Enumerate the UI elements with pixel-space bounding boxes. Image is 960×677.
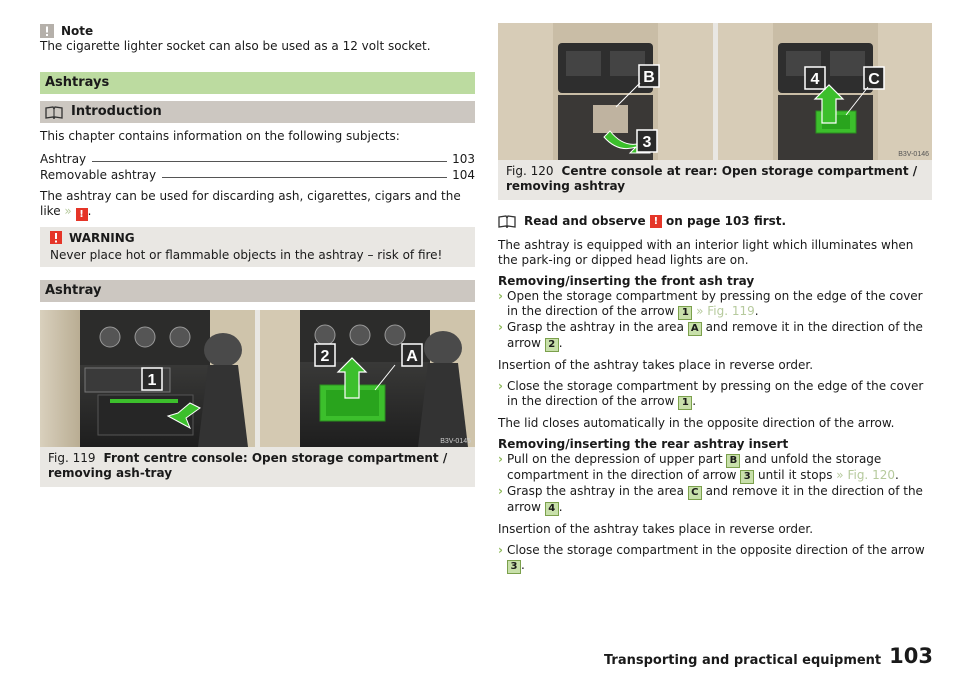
step-arrow-icon: › (498, 320, 503, 334)
front-step-2: › Grasp the ashtray in the area A and remove it in the direction of the arrow 2 . (498, 320, 923, 350)
fig119-image-left (40, 310, 255, 447)
note-title: Note (61, 24, 94, 38)
step-arrow-icon: › (498, 452, 503, 466)
page-footer (604, 644, 933, 668)
fig120-marker-3: 3 (642, 134, 652, 151)
interior-light-text: The ashtray is equipped with an interior light which illuminates when the park-ing or dipped head lights are on. (498, 238, 914, 267)
fig119-image-right (260, 310, 475, 447)
figure-120 (498, 23, 932, 200)
reverse-order-text-1: Insertion of the ashtray takes place in reverse order. (498, 358, 814, 372)
section-heading-ashtrays: Ashtrays (40, 72, 475, 94)
fig120-marker-B: B (643, 69, 655, 86)
usage-text: The ashtray can be used for discarding ash, cigarettes, cigars and the like » ! . (40, 189, 461, 220)
reverse-order-text-2: Insertion of the ashtray takes place in reverse order. (498, 522, 814, 536)
intro-lead: This chapter contains information on the following subjects: (40, 129, 400, 143)
note-text: The cigarette lighter socket can also be used as a 12 volt socket. (40, 39, 431, 53)
rear-step-3: › Close the storage compartment in the opposite direction of the arrow 3 . (498, 543, 925, 572)
warning-ref-link[interactable]: » (64, 204, 72, 218)
warning-ref-icon[interactable]: ! (76, 208, 88, 221)
read-observe-line: Read and observe ! on page 103 first. (498, 213, 932, 229)
fig119-caption: Fig. 119 Front centre console: Open storage compartment / removing ash-tray (48, 451, 448, 480)
fig120-image-code: B3V-0146 (897, 151, 929, 158)
fig120-image-right (718, 23, 933, 160)
warning-box (40, 227, 475, 267)
left-column (40, 0, 475, 487)
rear-step-2: › Grasp the ashtray in the area C and remove it in the direction of the arrow 4 . (498, 484, 923, 514)
warning-ref-icon[interactable]: ! (650, 215, 662, 228)
book-icon (498, 215, 516, 228)
page-number: 103 (889, 644, 933, 668)
warning-icon (50, 231, 62, 244)
introduction-heading (40, 101, 475, 123)
toc-list (40, 150, 475, 182)
front-step-1: › Open the storage compartment by pressing on the edge of the cover in the direction of the arrow 1 » Fig. 119. (498, 289, 923, 318)
fig119-marker-A: A (406, 348, 418, 365)
warning-text: Never place hot or flammable objects in the ashtray – risk of fire! (50, 248, 443, 262)
front-step-3: › Close the storage compartment by pressing on the edge of the cover in the direction of the arrow 1 . (498, 379, 924, 408)
rear-console-open-illustration (718, 23, 933, 160)
fig119-marker-1: 1 (147, 372, 157, 389)
front-ashtray-heading: Removing/inserting the front ash tray (498, 274, 755, 288)
rear-step-1: › Pull on the depression of upper part B and unfold the storage compartment in the direction of arrow 3 until it stops » Fig. 120. (498, 452, 899, 482)
fig120-marker-4: 4 (810, 71, 819, 88)
book-icon (45, 106, 63, 119)
rear-console-closed-illustration (498, 23, 713, 160)
figure-119 (40, 310, 475, 487)
lid-closes-text: The lid closes automatically in the opposite direction of the arrow. (498, 416, 895, 430)
toc-item-removable-ashtray[interactable]: Removable ashtray 104 (40, 168, 475, 182)
console-closed-illustration (40, 310, 255, 447)
warning-title: WARNING (69, 230, 135, 245)
step-arrow-icon: › (498, 484, 503, 498)
right-column (498, 0, 932, 574)
step-arrow-icon: › (498, 543, 503, 557)
fig120-image-left (498, 23, 713, 160)
fig119-link[interactable]: » Fig. 119 (696, 304, 755, 318)
note-info-icon (40, 24, 54, 38)
footer-section-title: Transporting and practical equipment (603, 653, 882, 668)
note-heading (40, 23, 475, 39)
section-heading-ashtray: Ashtray (40, 280, 475, 302)
toc-item-ashtray[interactable]: Ashtray 103 (40, 152, 475, 166)
fig119-image-code: B3V-0145 (440, 438, 471, 445)
fig120-caption: Fig. 120 Centre console at rear: Open storage compartment / removing ashtray (506, 164, 918, 193)
introduction-title: Introduction (71, 104, 162, 119)
console-open-illustration (260, 310, 475, 447)
fig120-marker-C: C (867, 71, 880, 88)
fig120-link[interactable]: » Fig. 120 (836, 468, 895, 482)
step-arrow-icon: › (498, 379, 503, 393)
rear-ashtray-heading: Removing/inserting the rear ashtray insert (498, 437, 789, 451)
step-arrow-icon: › (498, 289, 503, 303)
fig119-marker-2: 2 (320, 348, 330, 365)
